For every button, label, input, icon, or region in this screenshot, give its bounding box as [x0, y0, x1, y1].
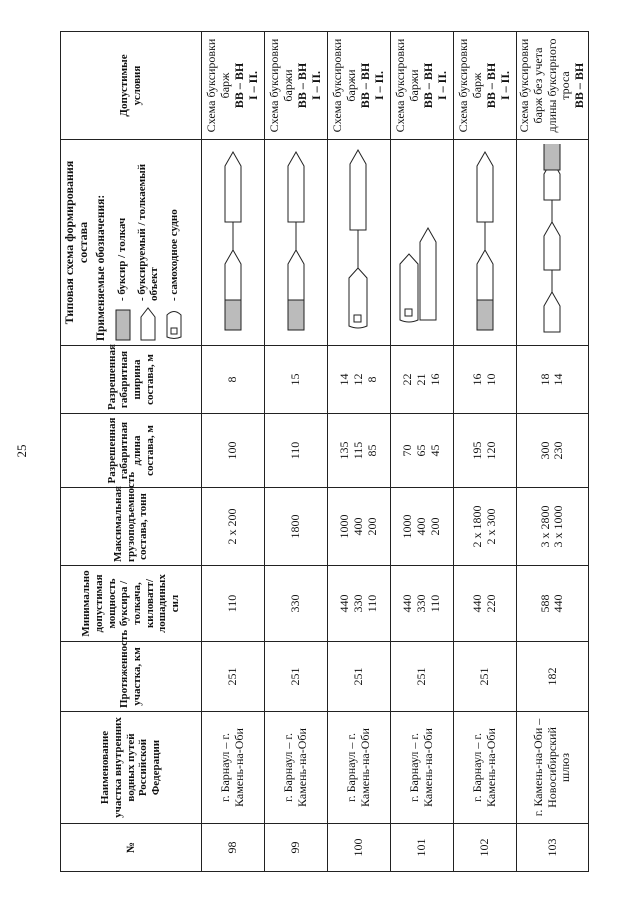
legend-self — [165, 144, 183, 341]
conditions: Схема буксировки барж ВВ – ВН I – II. — [454, 32, 517, 140]
row-number: 103 — [517, 824, 589, 872]
convoy-scheme-drawing — [203, 145, 263, 341]
min-power: 330 — [265, 566, 328, 642]
section-name: г. Камень-на-Оби – Новосибирский шлюз — [517, 712, 589, 824]
section-name: г. Барнаул – г. Камень-на-Оби — [265, 712, 328, 824]
section-name: г. Барнаул – г. Камень-на-Оби — [328, 712, 391, 824]
legend-tug — [114, 144, 132, 341]
convoy-scheme — [454, 140, 517, 346]
convoy-table — [60, 31, 589, 872]
allowed-length: 195 120 — [454, 414, 517, 488]
section-length: 251 — [454, 642, 517, 712]
allowed-width: 18 14 — [517, 346, 589, 414]
conditions: Схема буксировки баржи ВВ – ВН I – II. — [391, 32, 454, 140]
legend-towed — [136, 144, 161, 341]
scheme-title: Типовая схема формирования состава — [62, 160, 90, 325]
barge-icon — [288, 251, 304, 301]
row-number: 101 — [391, 824, 454, 872]
convoy-scheme-drawing — [392, 145, 452, 341]
allowed-length: 135 115 85 — [328, 414, 391, 488]
conditions: Схема буксировки баржи ВВ – ВН I – II. — [328, 32, 391, 140]
max-capacity: 1800 — [265, 488, 328, 566]
convoy-scheme — [391, 140, 454, 346]
header-row — [61, 32, 202, 872]
barge-icon — [420, 229, 436, 321]
allowed-length: 70 65 45 — [391, 414, 454, 488]
header-power: Минимально допустимая мощность буксира / толкача, киловатт/лошадиных сил — [61, 566, 202, 642]
barge-icon — [477, 251, 493, 301]
conditions: Схема буксировки барж ВВ – ВН I – II. — [202, 32, 265, 140]
table-row — [328, 32, 391, 872]
convoy-scheme — [202, 140, 265, 346]
rotated-table-frame — [60, 32, 587, 872]
tug-icon — [477, 301, 493, 331]
section-name: г. Барнаул – г. Камень-на-Оби — [454, 712, 517, 824]
allowed-width: 14 12 8 — [328, 346, 391, 414]
row-number: 98 — [202, 824, 265, 872]
barge-icon — [225, 153, 241, 223]
allowed-length: 300 230 — [517, 414, 589, 488]
row-number: 102 — [454, 824, 517, 872]
max-capacity: 3 х 2800 3 х 1000 — [517, 488, 589, 566]
section-length: 251 — [391, 642, 454, 712]
barge-icon — [350, 151, 366, 231]
conditions: Схема буксировки баржи ВВ – ВН I – II. — [265, 32, 328, 140]
header-length: Протяженность участка, км — [61, 642, 202, 712]
legend-tug-label: - буксир / толкач — [116, 217, 129, 301]
tug-icon — [544, 145, 560, 171]
min-power: 440 330 110 — [391, 566, 454, 642]
table-row — [517, 32, 589, 872]
section-length: 251 — [328, 642, 391, 712]
section-length: 251 — [265, 642, 328, 712]
barge-icon — [544, 223, 560, 271]
allowed-width: 8 — [202, 346, 265, 414]
section-name: г. Барнаул – г. Камень-на-Оби — [391, 712, 454, 824]
header-name: Наименование участка внутренних водных путей Российской Федерации — [61, 712, 202, 824]
convoy-scheme — [265, 140, 328, 346]
section-name: г. Барнаул – г. Камень-на-Оби — [202, 712, 265, 824]
row-number: 99 — [265, 824, 328, 872]
section-length: 182 — [517, 642, 589, 712]
header-dim-width: Разрешенная габаритная ширина состава, м — [61, 346, 202, 414]
conditions: Схема буксировки барж без учета длины буксирного троса ВВ – ВН — [517, 32, 589, 140]
allowed-width: 15 — [265, 346, 328, 414]
barge-icon — [544, 293, 560, 333]
legend-towed-label: - буксируемый / толкаемый объект — [135, 163, 161, 301]
tug-icon — [225, 301, 241, 331]
row-number: 100 — [328, 824, 391, 872]
min-power: 440 330 110 — [328, 566, 391, 642]
barge-icon — [288, 153, 304, 223]
max-capacity: 1000 400 200 — [391, 488, 454, 566]
barge-icon — [477, 153, 493, 223]
allowed-length: 110 — [265, 414, 328, 488]
header-no: № — [61, 824, 202, 872]
table-row — [391, 32, 454, 872]
convoy-scheme-drawing — [266, 145, 326, 341]
min-power: 588 440 — [517, 566, 589, 642]
tug-icon — [114, 307, 132, 341]
legend-self-label: - самоходное судно — [167, 209, 180, 301]
header-scheme — [61, 140, 202, 346]
self-propelled-icon — [165, 307, 183, 341]
convoy-scheme — [517, 140, 589, 346]
table-row — [454, 32, 517, 872]
allowed-width: 16 10 — [454, 346, 517, 414]
allowed-length: 100 — [202, 414, 265, 488]
header-dim-length: Разрешенная габаритная длина состава, м — [61, 414, 202, 488]
table-row — [202, 32, 265, 872]
header-conditions: Допустимые условия — [61, 32, 202, 140]
legend-title: Применяемые обозначения: — [94, 194, 107, 341]
section-length: 251 — [202, 642, 265, 712]
min-power: 110 — [202, 566, 265, 642]
convoy-scheme — [328, 140, 391, 346]
min-power: 440 220 — [454, 566, 517, 642]
barge-icon — [225, 251, 241, 301]
tug-icon — [288, 301, 304, 331]
convoy-scheme-drawing — [455, 145, 515, 341]
barge-icon — [139, 307, 157, 341]
table-row — [265, 32, 328, 872]
convoy-scheme-drawing — [329, 145, 389, 341]
max-capacity: 1000 400 200 — [328, 488, 391, 566]
max-capacity: 2 х 200 — [202, 488, 265, 566]
header-capacity: Максимальная грузоподъемность состава, тонн — [61, 488, 202, 566]
page-number: 25 — [14, 444, 29, 458]
convoy-scheme-drawing — [522, 145, 582, 341]
max-capacity: 2 х 1800 2 х 300 — [454, 488, 517, 566]
allowed-width: 22 21 16 — [391, 346, 454, 414]
